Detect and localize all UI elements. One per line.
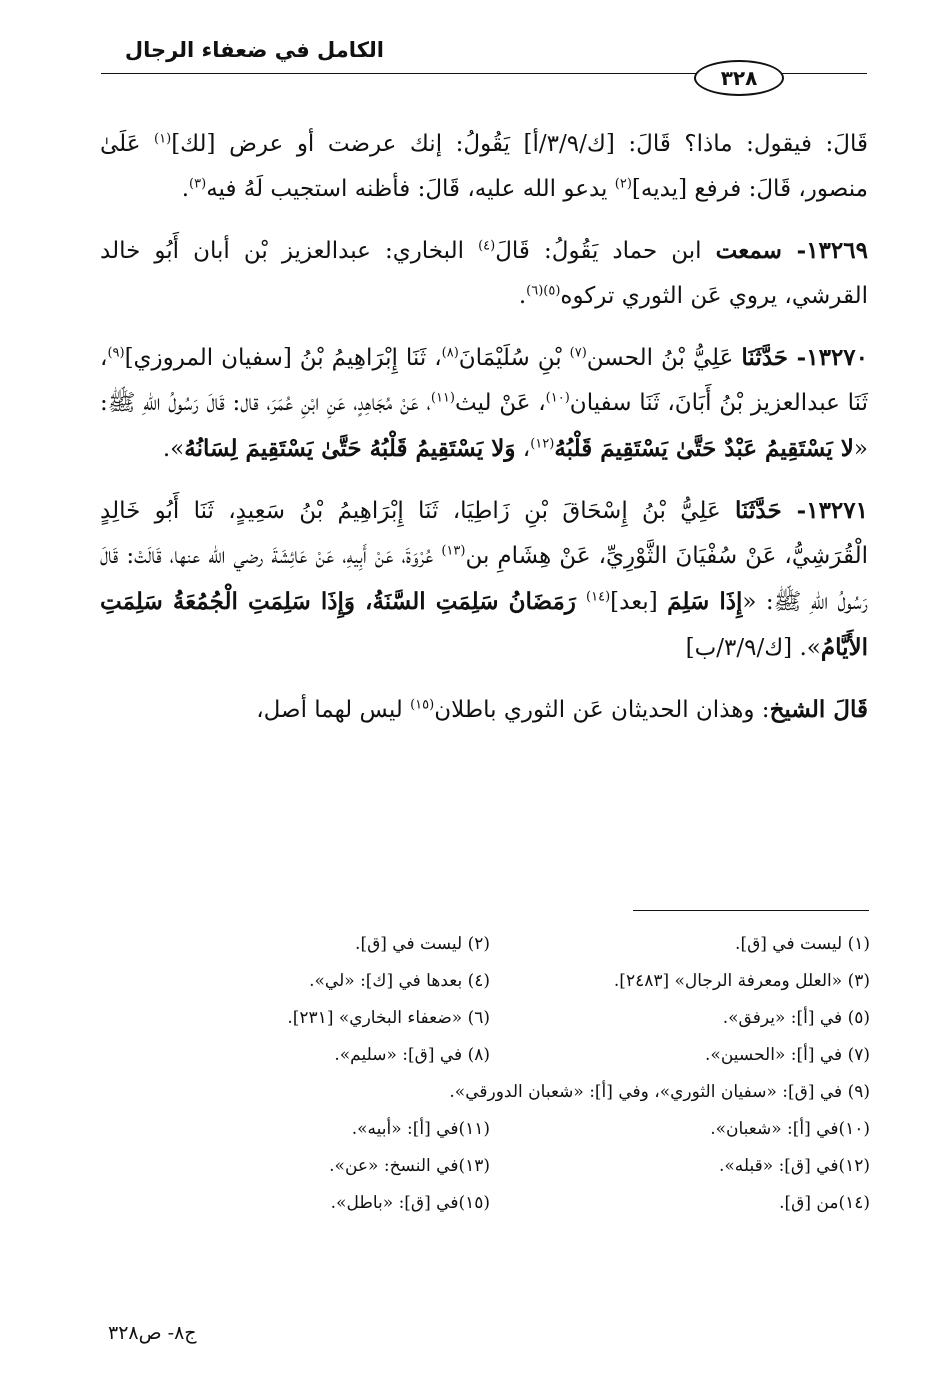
entry-number: ١٣٢٦٩- xyxy=(781,237,868,264)
footnote-ref: (٧) xyxy=(569,345,587,361)
text: ». xyxy=(162,436,185,462)
footnote-ref: (٨) xyxy=(441,345,459,361)
text: عَلِيُّ بْنُ الحسن xyxy=(586,345,742,371)
text: ، عَنْ ليث xyxy=(455,390,546,416)
footnote: (٨) في [ق]: «سليم». xyxy=(334,1045,490,1065)
text: ، xyxy=(515,436,531,462)
text: عَلِيُّ بْنُ إِسْحَاقَ بْنِ زَاطِيَا، ثَنَا إِبْرَاهِيمُ بْنُ سَعِيدٍ، ثَنَا أَبُو خَالِدٍ الْقُرَشِيُّ، عَنْ سُفْيَانَ الثَّوْرِيِّ، عَنْ هِشَامِ بن xyxy=(100,498,868,569)
shaykh-comment xyxy=(100,687,868,733)
comment-lead: قَالَ الشيخ xyxy=(769,696,868,723)
footnote-ref: (١٣) xyxy=(441,543,466,559)
volume-page-ref: ج٨- ص٣٢٨ xyxy=(108,1322,197,1344)
footnote-ref: (١١) xyxy=(430,390,455,406)
footnote-ref: (١٠) xyxy=(545,390,570,406)
footnote: (١١)في [أ]: «أبيه». xyxy=(351,1119,490,1139)
text: [بعد] xyxy=(610,589,668,615)
footnote: (٩) في [ق]: «سفيان الثوري»، وفي [أ]: «شعبان الدورقي». xyxy=(449,1082,870,1102)
text: البخاري: عبدالعزيز بْن أبان أَبُو خالد القرشي، يروي عَن الثوري تركوه xyxy=(100,238,868,309)
entry-number: ١٣٢٧٠- xyxy=(788,344,869,371)
footnote: (٥) في [أ]: «يرفق». xyxy=(722,1008,870,1028)
footnote-ref: (١٤) xyxy=(586,589,611,605)
text: يدعو الله عليه، قَالَ: فأظنه استجيب لَهُ فيه xyxy=(206,176,615,202)
footnote-row xyxy=(230,926,870,963)
footnote-row xyxy=(230,1111,870,1148)
footnote: (١٢)في [ق]: «قبله». xyxy=(718,1156,870,1176)
footnote: (٦) «ضعفاء البخاري» [٢٣١]. xyxy=(287,1008,490,1028)
page-number-badge: ٣٢٨ xyxy=(694,60,784,96)
text: . xyxy=(518,283,527,309)
footnote-ref: (١٢) xyxy=(530,436,555,452)
text: . xyxy=(181,176,190,202)
text: ، عَنْ مُجَاهِدٍ، عَنِ ابْنِ عُمَرَ، قال: قَالَ رَسُولُ اللهِ ﷺ: « xyxy=(100,390,868,462)
footnote-row xyxy=(230,1037,870,1074)
entry-13269 xyxy=(100,228,868,319)
text: قَالَ: فيقول: ماذا؟ قَالَ: [ك/٣/٩/أ] يَقُولُ: إنك عرضت أو عرض [لك] xyxy=(171,131,868,157)
footnote: (١) ليست في [ق]. xyxy=(735,934,870,954)
footnote: (١٣)في النسخ: «عن». xyxy=(329,1156,490,1176)
hadith-text: إِذَا سَلِمَ xyxy=(667,588,743,615)
narration-lead: حَدَّثَنَا xyxy=(735,497,782,524)
footnote: (١٠)في [أ]: «شعبان». xyxy=(710,1119,870,1139)
hadith-text: وَلا يَسْتَقِيمُ قَلْبُهُ حَتَّىٰ يَسْتَقِيمَ لِسَانُهُ xyxy=(184,435,516,462)
narration-lead: سمعت xyxy=(715,237,782,264)
footnote-rule xyxy=(633,910,869,911)
text: ليس لهما أصل، xyxy=(256,697,411,723)
text: ». [ك/٣/٩/ب] xyxy=(685,635,821,661)
footnote-ref: (٤) xyxy=(478,238,496,254)
footnote: (٣) «العلل ومعرفة الرجال» [٢٤٨٣]. xyxy=(613,971,870,991)
footnote-ref: (١) xyxy=(154,131,172,147)
footnote-ref: (٣) xyxy=(189,176,207,192)
footnote: (١٥)في [ق]: «باطل». xyxy=(330,1193,490,1213)
footnote-ref: (١٥) xyxy=(410,697,435,713)
text: عُرْوَةَ، عَنْ أَبِيهِ، عَنْ عَائِشَةَ رضي الله عنها، قَالَتْ: قَالَ رَسُولُ اللهِ ﷺ: « xyxy=(100,543,868,615)
entry-13270 xyxy=(100,335,868,472)
main-text xyxy=(100,122,868,749)
text: ، ثَنَا إِبْرَاهِيمُ بْنُ [سفيان المروزي] xyxy=(124,345,442,371)
text: بْنِ سُلَيْمَانَ xyxy=(458,345,570,371)
footnote-row xyxy=(230,1185,870,1222)
footnote: (٤) بعدها في [ك]: «لي». xyxy=(309,971,490,991)
entry-number: ١٣٢٧١- xyxy=(781,497,868,524)
entry-13271 xyxy=(100,488,868,671)
hadith-text: رَمَضَانُ سَلِمَتِ السَّنَةُ، وَإِذَا سَلِمَتِ الْجُمُعَةُ سَلِمَتِ الأَيَّامُ xyxy=(100,588,868,661)
footnote: (١٤)من [ق]. xyxy=(779,1193,870,1213)
footnote-ref: (٢) xyxy=(614,176,632,192)
footnote-ref: (٩) xyxy=(107,345,125,361)
hadith-text: لا يَسْتَقِيمُ عَبْدٌ حَتَّىٰ يَسْتَقِيمَ قَلْبُهُ xyxy=(554,435,854,462)
footnote-row xyxy=(230,1000,870,1037)
narration-lead: حَدَّثَنَا xyxy=(741,344,789,371)
paragraph-1 xyxy=(100,122,868,212)
text: : وهذان الحديثان عَن الثوري باطلان xyxy=(434,697,770,723)
footnotes xyxy=(230,926,870,1222)
footnote-ref: (٥)(٦) xyxy=(526,283,561,299)
footnote-row xyxy=(230,1148,870,1185)
footnote-row xyxy=(230,963,870,1000)
footnote: (٢) ليست في [ق]. xyxy=(355,934,490,954)
text: ابن حماد يَقُولُ: قَالَ xyxy=(495,238,716,264)
footnote: (٧) في [أ]: «الحسين». xyxy=(705,1045,870,1065)
text: ، ثَنَا عبدالعزيز بْنُ أَبَانَ، ثَنَا سفيان xyxy=(100,345,868,416)
book-title: الكامل في ضعفاء الرجال xyxy=(124,38,384,62)
text: عَلَىٰ منصور، قَالَ: فرفع [يديه] xyxy=(100,131,868,202)
